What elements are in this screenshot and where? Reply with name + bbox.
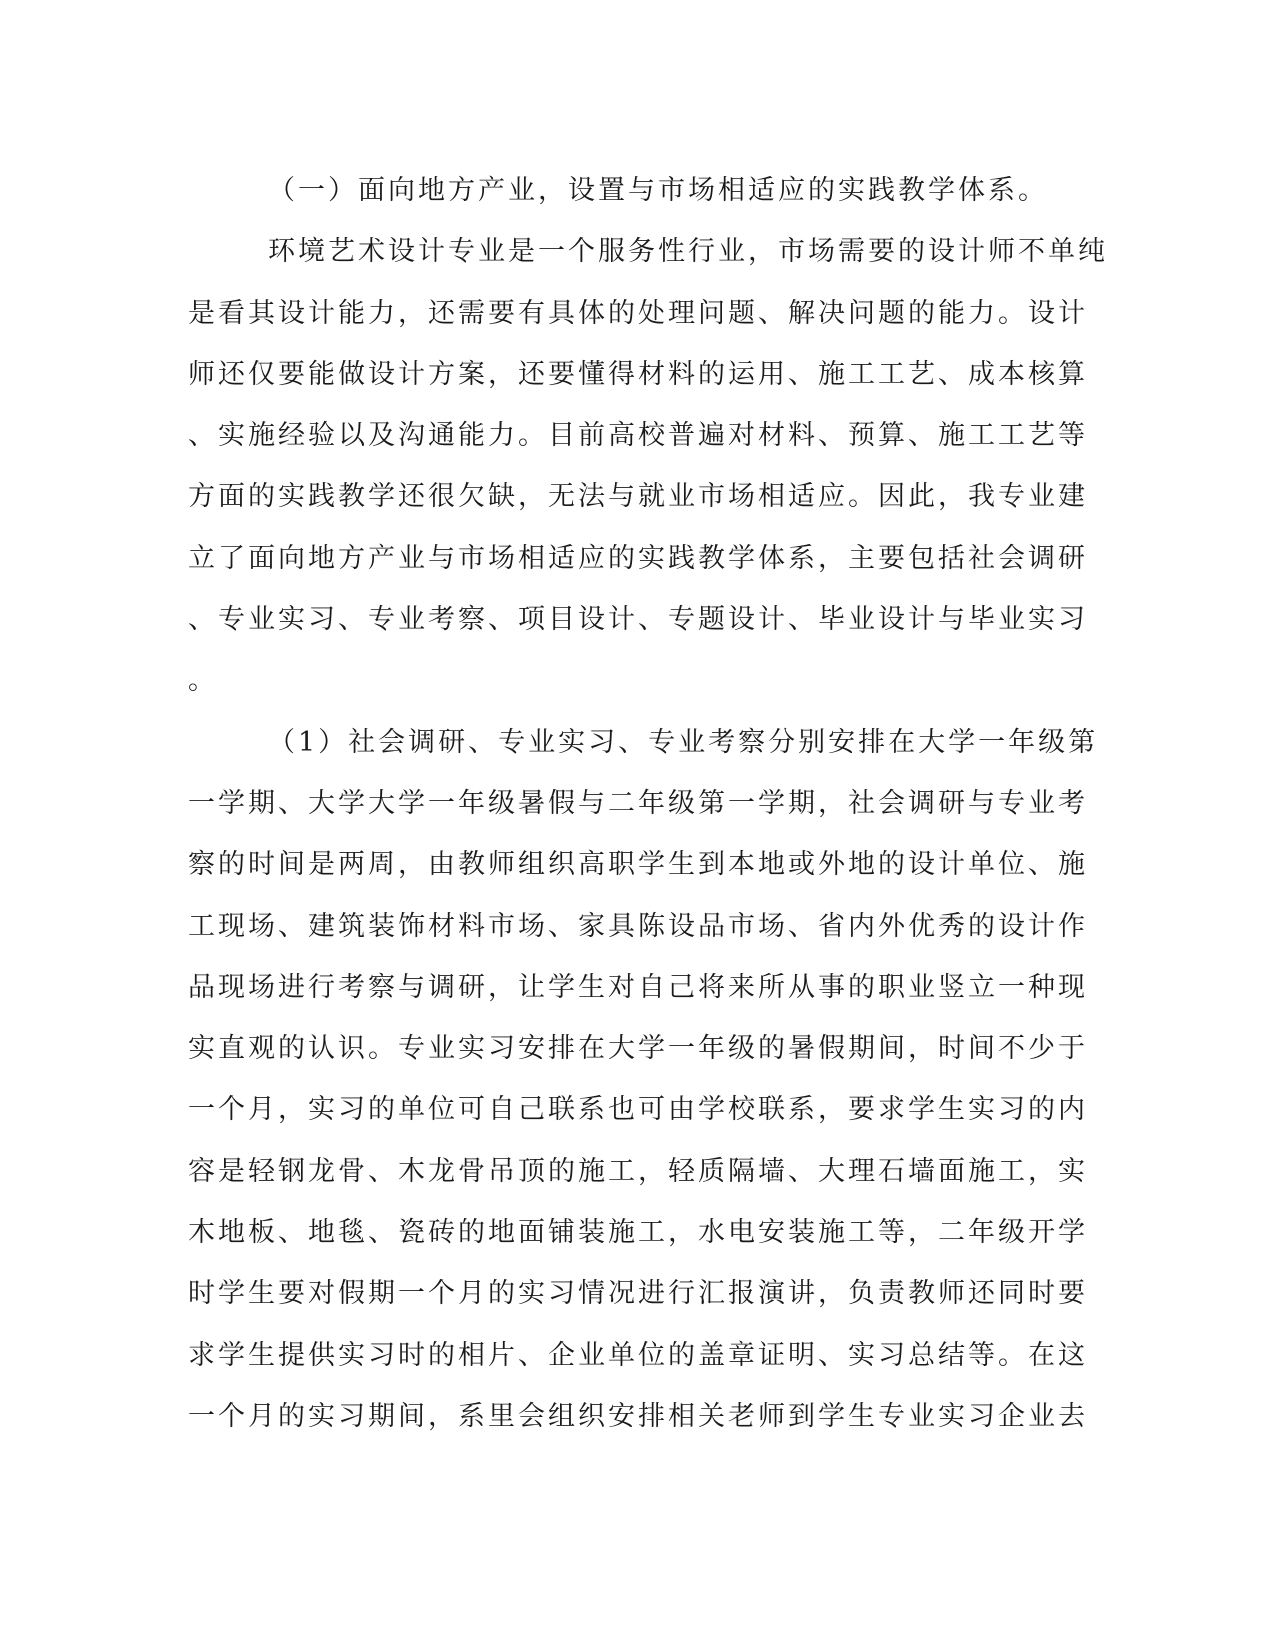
paragraph-line: 木地板、地毯、瓷砖的地面铺装施工，水电安装施工等，二年级开学	[188, 1217, 1088, 1249]
paragraph-line: 品现场进行考察与调研，让学生对自己将来所从事的职业竖立一种现	[188, 971, 1088, 1003]
paragraph-line: 求学生提供实习时的相片、企业单位的盖章证明、实习总结等。在这	[188, 1339, 1088, 1371]
paragraph-line: 是看其设计能力，还需要有具体的处理问题、解决问题的能力。设计	[188, 297, 1088, 329]
paragraph-line: 方面的实践教学还很欠缺，无法与就业市场相适应。因此，我专业建	[188, 481, 1088, 513]
section-heading: （一）面向地方产业，设置与市场相适应的实践教学体系。	[268, 175, 1048, 206]
paragraph-line: 实直观的认识。专业实习安排在大学一年级的暑假期间，时间不少于	[188, 1033, 1088, 1065]
paragraph-line: 容是轻钢龙骨、木龙骨吊顶的施工，轻质隔墙、大理石墙面施工，实	[188, 1155, 1088, 1187]
paragraph-line: 、专业实习、专业考察、项目设计、专题设计、毕业设计与毕业实习	[188, 604, 1088, 636]
paragraph-line: 、实施经验以及沟通能力。目前高校普遍对材料、预算、施工工艺等	[188, 420, 1088, 452]
paragraph-line: 环境艺术设计专业是一个服务性行业，市场需要的设计师不单纯	[268, 236, 1108, 268]
paragraph-line: （1）社会调研、专业实习、专业考察分别安排在大学一年级第	[268, 726, 1099, 758]
paragraph-line: 一学期、大学大学一年级暑假与二年级第一学期，社会调研与专业考	[188, 787, 1088, 819]
paragraph-line: 立了面向地方产业与市场相适应的实践教学体系，主要包括社会调研	[188, 542, 1088, 574]
body-text	[188, 160, 1108, 1447]
paragraph-line: 。	[188, 665, 218, 697]
paragraph-line: 时学生要对假期一个月的实习情况进行汇报演讲，负责教师还同时要	[188, 1278, 1088, 1310]
paragraph-line: 工现场、建筑装饰材料市场、家具陈设品市场、省内外优秀的设计作	[188, 910, 1088, 942]
paragraph-line: 一个月，实习的单位可自己联系也可由学校联系，要求学生实习的内	[188, 1094, 1088, 1126]
paragraph-line: 察的时间是两周，由教师组织高职学生到本地或外地的设计单位、施	[188, 849, 1088, 881]
paragraph-line: 师还仅要能做设计方案，还要懂得材料的运用、施工工艺、成本核算	[188, 358, 1088, 390]
paragraph-line: 一个月的实习期间，系里会组织安排相关老师到学生专业实习企业去	[188, 1400, 1088, 1432]
